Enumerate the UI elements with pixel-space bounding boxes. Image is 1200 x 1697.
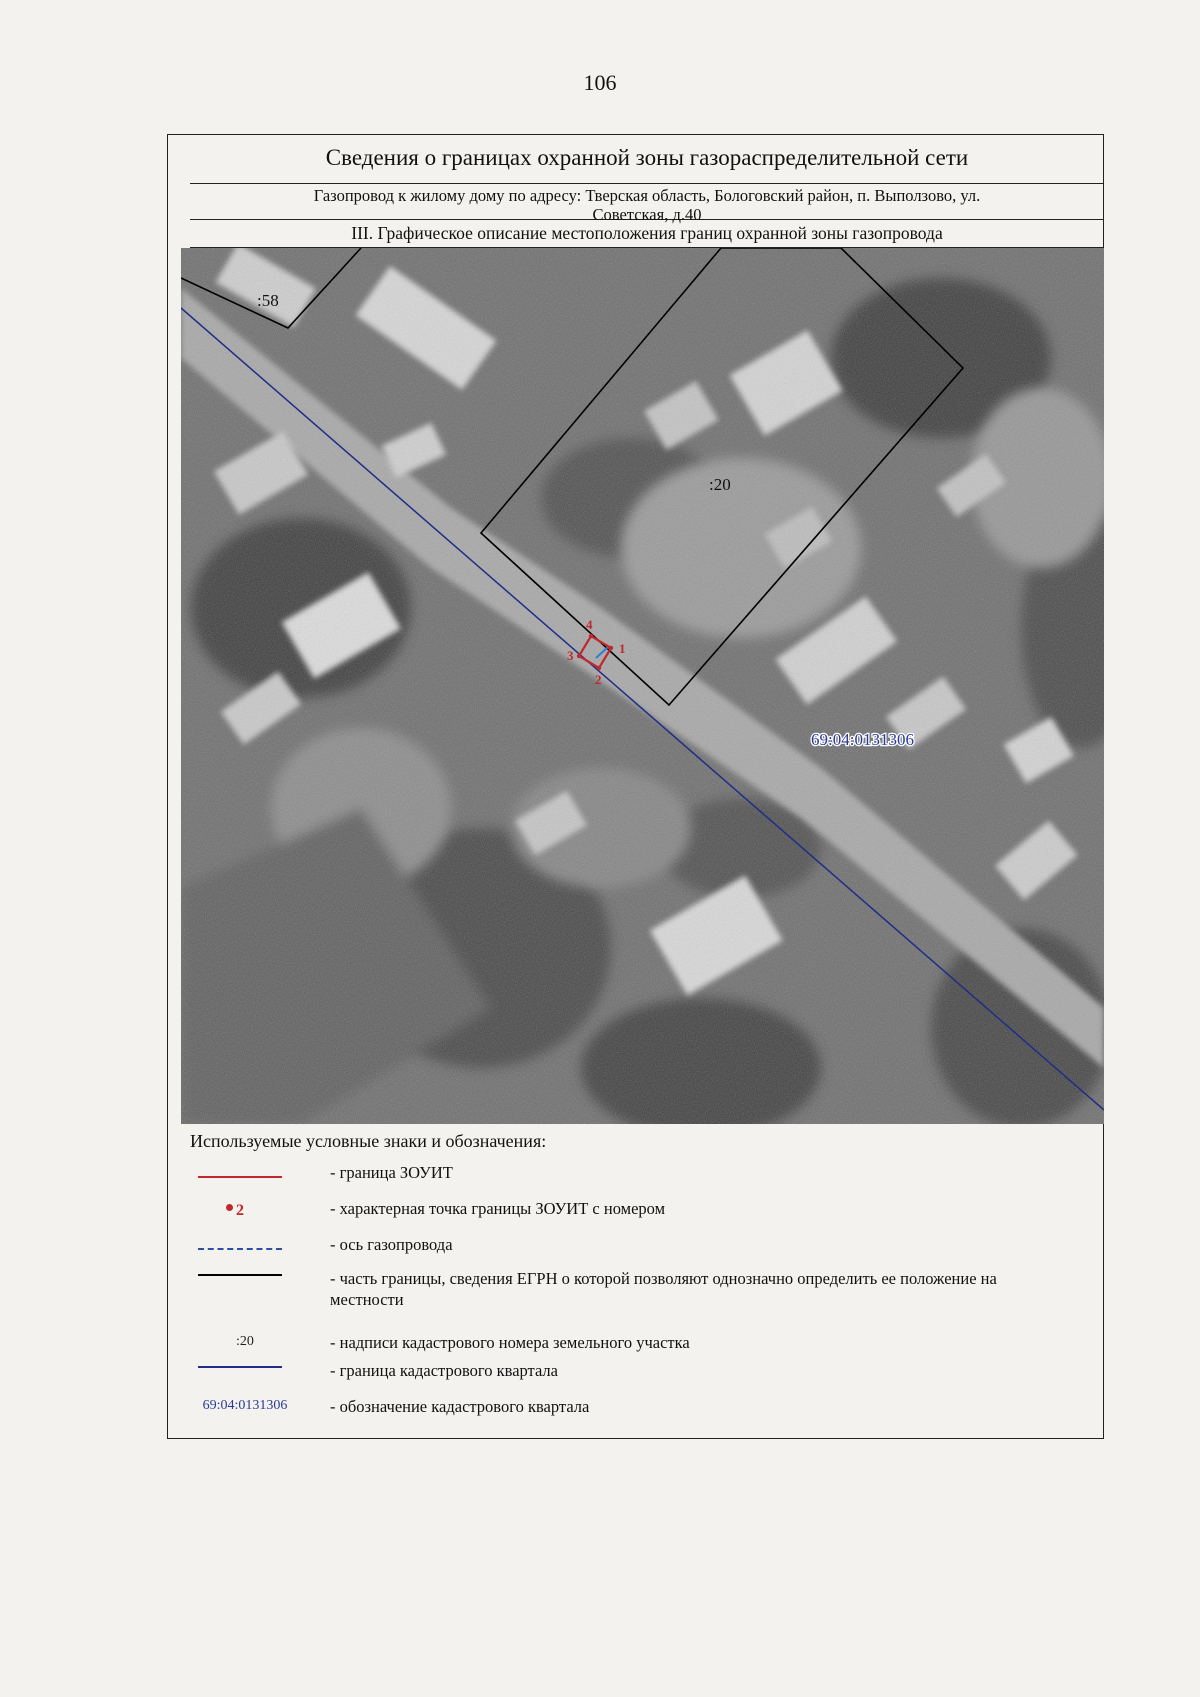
legend-symbol-navy-line [190, 1360, 310, 1390]
legend-symbol-blue-dashed-line [190, 1234, 310, 1264]
map-canvas [181, 248, 1104, 1124]
point-label-2: 2 [595, 672, 602, 687]
legend-item-zone-point [190, 1198, 1090, 1228]
boundary-point-4[interactable] [589, 634, 593, 638]
legend-item-zone-boundary [190, 1162, 1090, 1192]
legend-text: - обозначение кадастрового квартала [330, 1397, 590, 1416]
subtitle-line-1: Газопровод к жилому дому по адресу: Тверская область, Бологовский район, п. Выползово, ул. [313, 186, 981, 205]
boundary-point-2[interactable] [597, 666, 601, 670]
legend-item-gas-axis [190, 1234, 1090, 1264]
legend-item-quarter-label [190, 1396, 1090, 1426]
legend-text: - граница ЗОУИТ [330, 1163, 453, 1182]
legend-symbol-black-line [190, 1268, 310, 1298]
point-label-1: 1 [619, 641, 626, 656]
document-title: Сведения о границах охранной зоны газораспределительной сети [190, 134, 1104, 184]
parcel-label-20: :20 [709, 475, 731, 494]
legend-text: - часть границы, сведения ЕГРН о которой позволяют однозначно определить ее положение на местности [330, 1269, 997, 1309]
legend-item-parcel-label [190, 1332, 1090, 1362]
legend-text: - граница кадастрового квартала [330, 1361, 558, 1380]
boundary-point-3[interactable] [577, 654, 581, 658]
point-label-4: 4 [586, 617, 593, 632]
legend-item-egrn-boundary [190, 1268, 1090, 1314]
section-heading: III. Графическое описание местоположения границ охранной зоны газопровода [190, 220, 1104, 248]
boundary-point-1[interactable] [609, 646, 613, 650]
legend-text: - надписи кадастрового номера земельного участка [330, 1333, 690, 1352]
parcel-label-58: :58 [257, 291, 279, 310]
legend-text: - ось газопровода [330, 1235, 453, 1254]
cadastral-quarter-label: 69:04:0131306 [811, 730, 914, 749]
point-label-3: 3 [567, 648, 574, 663]
legend-text: - характерная точка границы ЗОУИТ с номером [330, 1199, 666, 1218]
map-grain [181, 248, 1104, 1124]
aerial-map[interactable] [181, 248, 1104, 1124]
document-subtitle [190, 184, 1104, 224]
legend-symbol-quarter-label: 69:04:0131306 [202, 1398, 288, 1413]
legend-item-quarter-boundary [190, 1360, 1090, 1390]
legend-symbol-parcel-label: :20 [236, 1334, 254, 1349]
page-number: 106 [583, 70, 617, 95]
legend-symbol-red-line [190, 1162, 310, 1192]
legend-symbol-red-point: 2 [190, 1198, 310, 1228]
legend-title: Используемые условные знаки и обозначения: [190, 1131, 547, 1151]
subtitle-line-2: Советская, д.40 [592, 205, 702, 224]
